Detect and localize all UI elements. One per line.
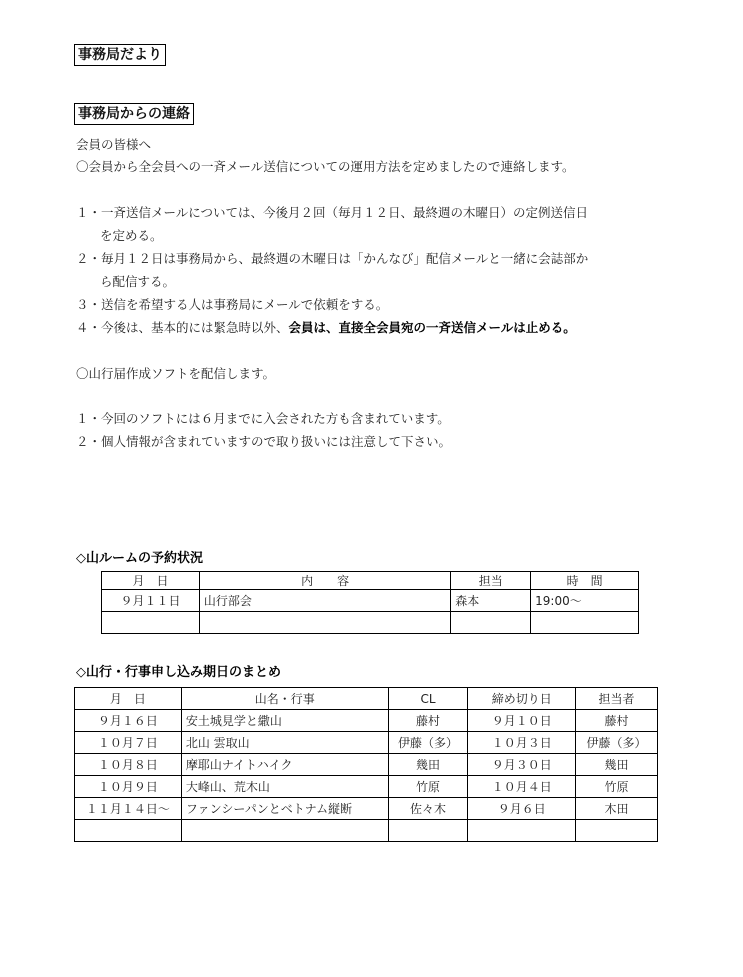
- table-row: [75, 732, 658, 754]
- schedule-cell-deadline: １０月４日: [468, 776, 576, 798]
- schedule-cell-event: 摩耶山ナイトハイク: [181, 754, 388, 776]
- notice-items2-2: ２・個人情報が含まれていますので取り扱いには注意して下さい。: [76, 434, 452, 449]
- room-cell-person: 森本: [451, 590, 531, 612]
- schedule-cell-cl: 伊藤（多）: [388, 732, 468, 754]
- schedule-cell-deadline: ９月６日: [468, 798, 576, 820]
- schedule-cell-empty: [576, 820, 658, 842]
- notice-intro: 〇会員から全会員への一斉メール送信についての運用方法を定めましたので連絡します。: [76, 159, 575, 174]
- schedule-cell-person: 伊藤（多）: [576, 732, 658, 754]
- notice-items2-1: １・今回のソフトには６月までに入会された方も含まれています。: [76, 411, 450, 426]
- table-row: [102, 612, 639, 634]
- schedule-cell-date: １１月１４日～: [75, 798, 182, 820]
- schedule-cell-empty: [388, 820, 468, 842]
- schedule-cell-person: 藤村: [576, 710, 658, 732]
- room-table-header: [102, 572, 639, 590]
- room-cell-date: ９月１１日: [102, 590, 200, 612]
- table-row: [75, 754, 658, 776]
- table-row: [75, 798, 658, 820]
- room-col-content: 内 容: [199, 572, 450, 590]
- schedule-col-deadline: 締め切り日: [468, 688, 576, 710]
- table-row: [75, 710, 658, 732]
- schedule-cell-deadline: ９月３０日: [468, 754, 576, 776]
- schedule-cell-cl: 竹原: [388, 776, 468, 798]
- schedule-cell-empty: [468, 820, 576, 842]
- notice-item-4: [76, 320, 576, 336]
- room-cell-empty: [199, 612, 450, 634]
- room-cell-empty: [531, 612, 639, 634]
- page-header-title: 事務局だより: [74, 44, 166, 66]
- notice-item-4-emphasis: 会員は、直接全会員宛の一斉送信メールは止める。: [288, 320, 576, 335]
- schedule-cell-person: 幾田: [576, 754, 658, 776]
- room-heading: ◇山ルームの予約状況: [76, 551, 203, 566]
- schedule-cell-event: 大峰山、荒木山: [181, 776, 388, 798]
- room-cell-time: 19:00～: [531, 590, 639, 612]
- schedule-cell-date: １０月７日: [75, 732, 182, 754]
- room-cell-content: 山行部会: [199, 590, 450, 612]
- table-row: [75, 776, 658, 798]
- schedule-cell-empty: [75, 820, 182, 842]
- table-row: [75, 820, 658, 842]
- room-col-person: 担当: [451, 572, 531, 590]
- schedule-col-date: 月 日: [75, 688, 182, 710]
- notice-intro2: 〇山行届作成ソフトを配信します。: [76, 366, 276, 381]
- schedule-cell-empty: [181, 820, 388, 842]
- schedule-cell-deadline: １０月３日: [468, 732, 576, 754]
- room-col-date: 月 日: [102, 572, 200, 590]
- notice-item-4-prefix: ４・今後は、基本的には緊急時以外、: [76, 320, 289, 335]
- room-col-time: 時 間: [531, 572, 639, 590]
- room-cell-empty: [451, 612, 531, 634]
- notice-item-2-line2: ら配信する。: [100, 274, 176, 289]
- schedule-cell-person: 竹原: [576, 776, 658, 798]
- schedule-cell-cl: 藤村: [388, 710, 468, 732]
- schedule-col-cl: CL: [388, 688, 468, 710]
- room-cell-empty: [102, 612, 200, 634]
- notice-title: 事務局からの連絡: [74, 103, 194, 125]
- schedule-cell-date: １０月８日: [75, 754, 182, 776]
- schedule-table-header: [75, 688, 658, 710]
- schedule-cell-event: 安土城見学と繖山: [181, 710, 388, 732]
- schedule-col-event: 山名・行事: [181, 688, 388, 710]
- schedule-cell-cl: 幾田: [388, 754, 468, 776]
- schedule-cell-date: ９月１６日: [75, 710, 182, 732]
- schedule-table: [74, 687, 658, 842]
- notice-item-1-line2: を定める。: [100, 228, 163, 243]
- notice-greeting: 会員の皆様へ: [76, 137, 152, 152]
- schedule-cell-cl: 佐々木: [388, 798, 468, 820]
- room-table: [101, 571, 639, 634]
- schedule-cell-date: １０月９日: [75, 776, 182, 798]
- schedule-heading: ◇山行・行事申し込み期日のまとめ: [76, 665, 281, 680]
- schedule-cell-person: 木田: [576, 798, 658, 820]
- notice-item-1-line1: １・一斉送信メールについては、今後月２回（毎月１２日、最終週の木曜日）の定例送信日: [76, 205, 589, 220]
- schedule-cell-deadline: ９月１０日: [468, 710, 576, 732]
- table-row: [102, 590, 639, 612]
- notice-item-3: ３・送信を希望する人は事務局にメールで依頼をする。: [76, 297, 389, 312]
- schedule-col-person: 担当者: [576, 688, 658, 710]
- schedule-cell-event: ファンシーパンとベトナム縦断: [181, 798, 388, 820]
- notice-item-2-line1: ２・毎月１２日は事務局から、最終週の木曜日は「かんなび」配信メールと一緒に会誌部か: [76, 251, 589, 266]
- schedule-cell-event: 北山 雲取山: [181, 732, 388, 754]
